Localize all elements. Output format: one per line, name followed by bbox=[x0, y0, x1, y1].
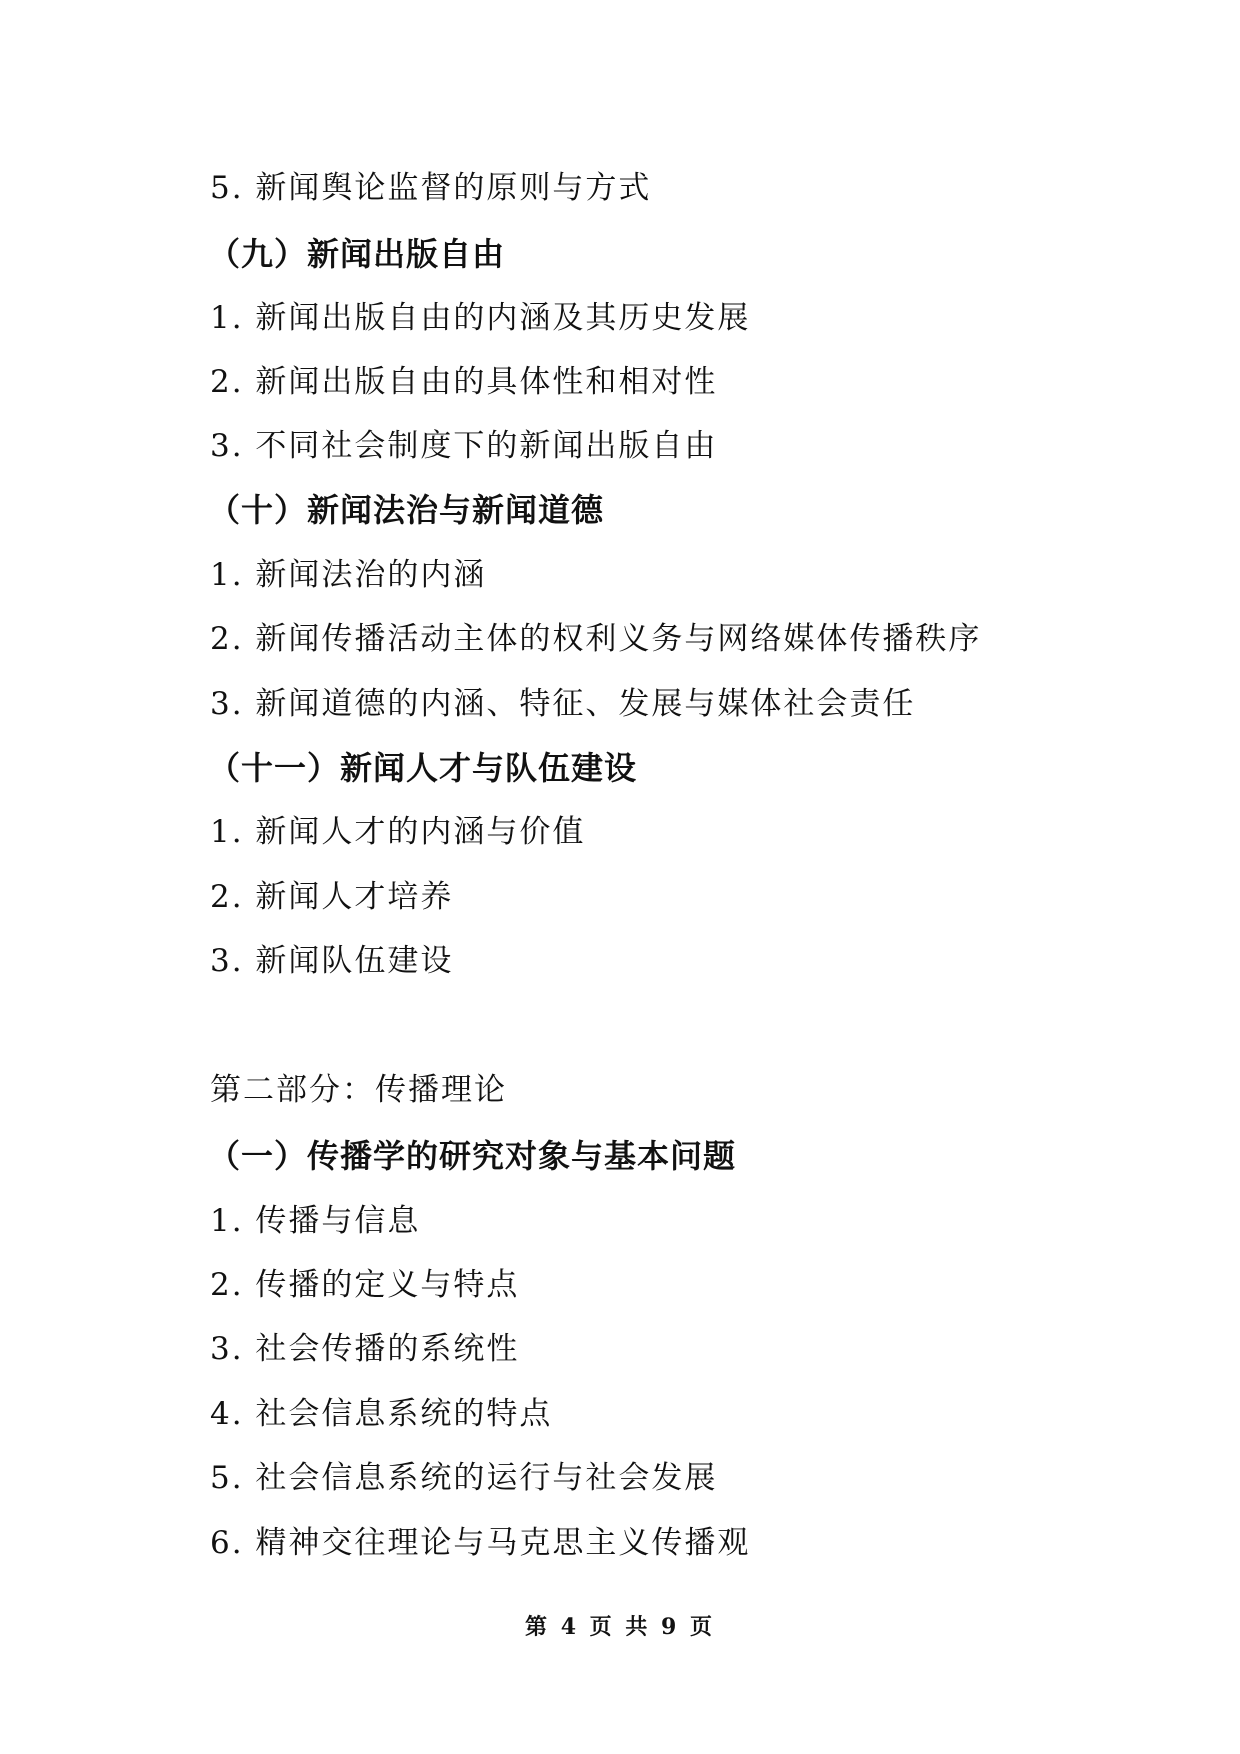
list-item: 2. 新闻人才培养 bbox=[210, 879, 454, 915]
list-item: 3. 新闻队伍建设 bbox=[210, 943, 454, 979]
list-item: 3. 新闻道德的内涵、特征、发展与媒体社会责任 bbox=[210, 686, 916, 722]
list-item: 1. 新闻出版自由的内涵及其历史发展 bbox=[210, 300, 751, 336]
list-item: 2. 传播的定义与特点 bbox=[210, 1267, 520, 1303]
page-footer: 第 4 页 共 9 页 bbox=[525, 1614, 715, 1640]
list-item: 1. 新闻人才的内涵与价值 bbox=[210, 814, 586, 850]
list-item: 3. 不同社会制度下的新闻出版自由 bbox=[210, 428, 718, 464]
section-heading: （九）新闻出版自由 bbox=[208, 235, 506, 273]
list-item: 6. 精神交往理论与马克思主义传播观 bbox=[210, 1525, 751, 1561]
section-heading: （十一）新闻人才与队伍建设 bbox=[208, 749, 638, 787]
list-item: 3. 社会传播的系统性 bbox=[210, 1331, 520, 1367]
list-item: 2. 新闻出版自由的具体性和相对性 bbox=[210, 364, 718, 400]
list-item: 5. 新闻舆论监督的原则与方式 bbox=[210, 170, 652, 206]
part-title: 第二部分：传播理论 bbox=[210, 1072, 507, 1108]
list-item: 1. 传播与信息 bbox=[210, 1203, 421, 1239]
list-item: 4. 社会信息系统的特点 bbox=[210, 1396, 553, 1432]
list-item: 2. 新闻传播活动主体的权利义务与网络媒体传播秩序 bbox=[210, 621, 982, 657]
section-heading: （十）新闻法治与新闻道德 bbox=[208, 491, 605, 529]
section-heading: （一）传播学的研究对象与基本问题 bbox=[208, 1137, 737, 1175]
list-item: 1. 新闻法治的内涵 bbox=[210, 557, 487, 593]
list-item: 5. 社会信息系统的运行与社会发展 bbox=[210, 1460, 718, 1496]
